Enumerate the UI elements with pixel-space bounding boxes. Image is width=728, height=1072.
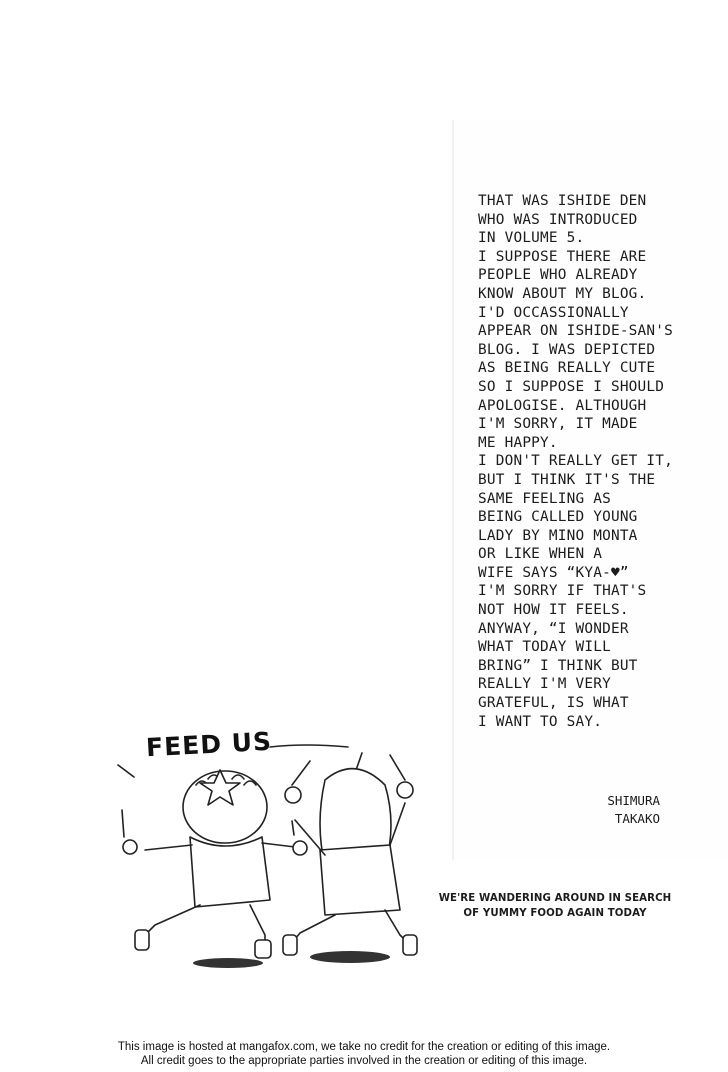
note-line: WHAT TODAY WILL — [478, 639, 611, 656]
caption-line-1: WE'RE WANDERING AROUND IN SEARCH — [438, 893, 672, 904]
note-line: NOT HOW IT FEELS. — [478, 602, 629, 619]
note-line: I'M SORRY, IT MADE — [478, 416, 638, 433]
shout-dash-left — [118, 765, 134, 777]
note-line: WIFE SAYS “KYA-♥” — [478, 564, 629, 581]
author-note — [478, 192, 718, 731]
note-line: BEING CALLED YOUNG — [478, 509, 638, 526]
footer-line-2: All credit goes to the appropriate parties involved in the creation or editing of this image. — [140, 1055, 588, 1067]
note-line: ANYWAY, “I WONDER — [478, 620, 629, 637]
note-line: I'D OCCASSIONALLY — [478, 304, 629, 321]
illustration-caption — [410, 891, 700, 921]
shadow-right — [310, 951, 390, 963]
note-line: THAT WAS ISHIDE DEN — [478, 193, 647, 209]
note-line: LADY BY MINO MONTA — [478, 527, 638, 544]
shadow-left — [193, 958, 263, 968]
note-line: I'M SORRY IF THAT'S — [478, 583, 647, 600]
note-line: WHO WAS INTRODUCED — [478, 211, 638, 228]
left-kid — [122, 770, 307, 958]
hosting-credit-footer — [0, 1040, 728, 1068]
feed-us-shout: FEED US — [145, 726, 273, 763]
note-line: BRING” I THINK BUT — [478, 657, 638, 674]
footer-line-1: This image is hosted at mangafox.com, we take no credit for the creation or editing of this image. — [117, 1041, 611, 1053]
note-line: I DON'T REALLY GET IT, — [478, 453, 674, 470]
note-line: BUT I THINK IT'S THE — [478, 471, 656, 488]
caption-line-2: OF YUMMY FOOD AGAIN TODAY — [463, 908, 647, 919]
note-line: OR LIKE WHEN A — [478, 546, 603, 563]
note-line: PEOPLE WHO ALREADY — [478, 267, 638, 284]
note-line: APOLOGISE. ALTHOUGH — [478, 397, 647, 414]
note-line: I SUPPOSE THERE ARE — [478, 248, 647, 265]
right-kid-body — [320, 845, 400, 915]
note-line: GRATEFUL, IS WHAT — [478, 695, 629, 712]
shout-line-right — [270, 745, 348, 747]
signature-first-name: SHIMURA — [607, 793, 660, 808]
author-signature — [560, 792, 660, 828]
note-line: SO I SUPPOSE I SHOULD — [478, 378, 665, 395]
note-line: AS BEING REALLY CUTE — [478, 360, 656, 377]
note-line: IN VOLUME 5. — [478, 230, 585, 247]
note-line: ME HAPPY. — [478, 434, 558, 451]
note-line: I WANT TO SAY. — [478, 713, 603, 730]
signature-last-name: TAKAKO — [614, 811, 660, 826]
note-line: BLOG. I WAS DEPICTED — [478, 341, 656, 358]
note-line: REALLY I'M VERY — [478, 676, 611, 693]
note-line: SAME FEELING AS — [478, 490, 611, 507]
two-kids-illustration — [100, 725, 440, 975]
note-line: APPEAR ON ISHIDE-SAN'S — [478, 323, 674, 340]
note-line: KNOW ABOUT MY BLOG. — [478, 285, 647, 302]
left-kid-body — [190, 837, 270, 907]
